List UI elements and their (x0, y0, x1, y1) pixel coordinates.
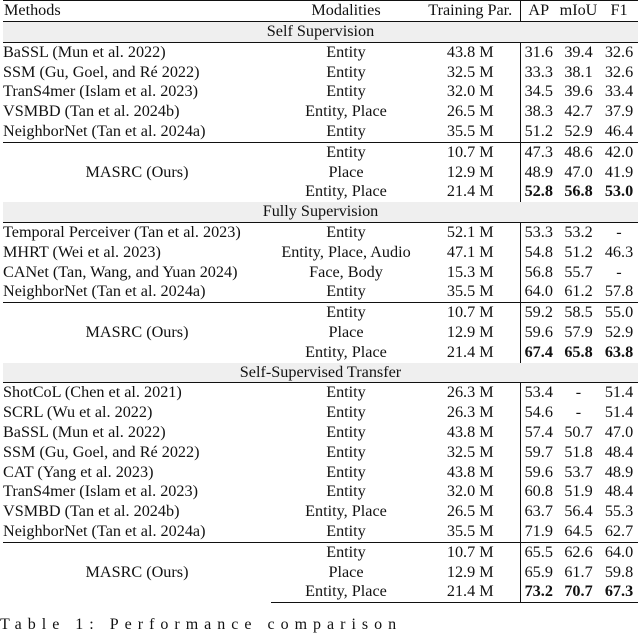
ap-cell: 59.6 (520, 323, 557, 343)
params-cell: 47.1 M (446, 242, 494, 261)
table-row (3, 282, 638, 302)
ap-cell: 64.0 (520, 282, 557, 302)
ap-cell: 59.2 (520, 303, 557, 323)
ap-cell: 60.8 (520, 482, 557, 502)
ap-cell: 65.9 (520, 563, 557, 583)
miou-cell: 62.6 (557, 542, 600, 562)
miou-cell: 53.2 (564, 222, 593, 241)
miou-cell: 64.5 (564, 521, 593, 540)
ap-cell: 67.4 (520, 343, 557, 363)
modalities-cell: Place (328, 322, 364, 341)
params-cell: 10.7 M (421, 142, 520, 162)
f1-cell: 42.0 (600, 142, 638, 162)
modalities-cell: Place (328, 562, 364, 581)
params-cell: 10.7 M (421, 542, 520, 562)
params-cell: 32.0 M (446, 82, 494, 101)
method-cell: NeighborNet (Tan et al. 2024a) (3, 521, 206, 540)
modalities-cell: Entity, Place (305, 102, 387, 121)
modalities-cell: Entity (271, 542, 421, 562)
f1-cell: 57.8 (604, 282, 634, 301)
col-header-training-params: Training Par. (421, 1, 520, 22)
params-cell: 35.5 M (446, 282, 494, 301)
modalities-cell: Entity (326, 282, 366, 301)
method-cell: VSMBD (Tan et al. 2024b) (3, 502, 180, 521)
modalities-cell: Entity (326, 403, 366, 422)
f1-cell: 46.4 (604, 121, 634, 140)
modalities-cell: Entity, Place (305, 342, 387, 361)
params-cell: 43.8 M (446, 42, 494, 61)
params-cell: 26.5 M (446, 102, 494, 121)
section-title: Fully Supervision (3, 202, 638, 222)
f1-cell: 33.4 (604, 82, 634, 101)
f1-cell: 64.0 (600, 542, 638, 562)
modalities-cell: Entity (326, 521, 366, 540)
f1-cell: - (616, 222, 622, 241)
miou-cell: 56.8 (564, 182, 593, 201)
f1-cell: 52.9 (604, 322, 634, 341)
params-cell: 43.8 M (446, 422, 494, 441)
params-cell: 10.7 M (421, 303, 520, 323)
f1-cell: 32.6 (604, 62, 634, 81)
params-cell: 32.5 M (446, 62, 494, 81)
miou-cell: 61.2 (564, 282, 593, 301)
method-cell: MHRT (Wei et al. 2023) (3, 242, 161, 261)
modalities-cell: Entity, Place (271, 582, 421, 602)
table-row (3, 82, 638, 102)
modalities-cell: Entity, Place (305, 502, 387, 521)
miou-cell: 61.7 (564, 562, 593, 581)
miou-cell: 48.6 (557, 142, 600, 162)
params-cell: 26.3 M (446, 403, 494, 422)
f1-cell: 67.3 (600, 582, 638, 602)
col-header-methods: Methods (3, 1, 271, 22)
params-cell: 12.9 M (446, 162, 494, 181)
modalities-cell: Entity (326, 442, 366, 461)
modalities-cell: Entity (326, 383, 366, 402)
f1-cell: 48.4 (604, 482, 634, 501)
f1-cell: 51.4 (604, 403, 634, 422)
col-header-f1: F1 (600, 1, 638, 22)
table-body (3, 22, 638, 603)
f1-cell: 51.4 (604, 383, 634, 402)
section-title: Self-Supervised Transfer (3, 363, 638, 383)
ap-cell: 31.6 (520, 42, 557, 62)
table-row (3, 383, 638, 403)
f1-cell: 41.9 (604, 162, 634, 181)
params-cell: 26.3 M (446, 383, 494, 402)
params-cell: 21.4 M (446, 342, 494, 361)
miou-cell: 42.7 (564, 102, 593, 121)
ap-cell: 54.8 (520, 243, 557, 263)
ap-cell: 52.8 (520, 182, 557, 202)
method-cell: SCRL (Wu et al. 2022) (3, 403, 153, 422)
table-row (3, 522, 638, 542)
ap-cell: 48.9 (520, 163, 557, 183)
f1-cell: 63.8 (604, 342, 634, 361)
params-cell: 32.5 M (446, 442, 494, 461)
f1-cell: 37.9 (604, 102, 634, 121)
miou-cell: 38.1 (564, 62, 593, 81)
miou-cell: - (575, 403, 582, 422)
miou-cell: 51.2 (564, 242, 593, 261)
params-cell: 32.0 M (446, 482, 494, 501)
miou-cell: 47.0 (564, 162, 593, 181)
modalities-cell: Entity (326, 42, 366, 61)
table-row (3, 102, 638, 122)
table-header-row (3, 1, 638, 22)
modalities-cell: Face, Body (309, 262, 383, 281)
modalities-cell: Entity (271, 142, 421, 162)
params-cell: 21.4 M (421, 582, 520, 602)
params-cell: 12.9 M (446, 562, 494, 581)
col-header-miou: mIoU (557, 1, 600, 22)
ap-cell: 56.8 (520, 263, 557, 283)
miou-cell: 51.9 (564, 482, 593, 501)
method-cell: BaSSL (Mun et al. 2022) (3, 422, 166, 441)
ours-row (3, 303, 638, 323)
modalities-cell: Entity (326, 462, 366, 481)
miou-cell: 39.6 (564, 82, 593, 101)
params-cell: 15.3 M (446, 262, 494, 281)
modalities-cell: Entity (326, 222, 366, 241)
ap-cell: 34.5 (520, 82, 557, 102)
method-cell: SSM (Gu, Goel, and Ré 2022) (3, 62, 200, 81)
ap-cell: 71.9 (520, 522, 557, 542)
table-row (3, 122, 638, 142)
f1-cell: 32.6 (604, 42, 634, 61)
miou-cell: 39.4 (564, 42, 593, 61)
method-cell: TranS4mer (Islam et al. 2023) (3, 82, 198, 101)
f1-cell: 53.0 (604, 182, 634, 201)
f1-cell: 47.0 (604, 422, 634, 441)
f1-cell: - (616, 262, 622, 281)
f1-cell: 48.9 (604, 462, 634, 481)
params-cell: 26.5 M (446, 502, 494, 521)
miou-cell: 57.9 (564, 322, 593, 341)
method-cell: VSMBD (Tan et al. 2024b) (3, 102, 180, 121)
method-cell: SSM (Gu, Goel, and Ré 2022) (3, 442, 200, 461)
f1-cell: 62.7 (604, 521, 634, 540)
section-title: Self Supervision (3, 22, 638, 43)
params-cell: 12.9 M (446, 322, 494, 341)
table-row (3, 243, 638, 263)
f1-cell: 59.8 (604, 562, 634, 581)
ap-cell: 73.2 (520, 582, 557, 602)
modalities-cell: Entity (326, 422, 366, 441)
ap-cell: 63.7 (520, 502, 557, 522)
method-cell: BaSSL (Mun et al. 2022) (3, 42, 166, 61)
table-row (3, 463, 638, 483)
section-row-transfer (3, 363, 638, 383)
method-cell: CAT (Yang et al. 2023) (3, 462, 154, 481)
miou-cell: 65.8 (564, 342, 593, 361)
miou-cell: 50.7 (564, 422, 593, 441)
f1-cell: 55.3 (604, 502, 634, 521)
table-row (3, 42, 638, 62)
modalities-cell: Entity, Place, Audio (281, 242, 411, 261)
table-row (3, 482, 638, 502)
miou-cell: 55.7 (564, 262, 593, 281)
ours-row (3, 142, 638, 162)
miou-cell: 70.7 (557, 582, 600, 602)
miou-cell: 58.5 (557, 303, 600, 323)
miou-cell: 56.4 (564, 502, 593, 521)
ap-cell: 53.4 (520, 383, 557, 403)
f1-cell: 55.0 (600, 303, 638, 323)
ap-cell: 38.3 (520, 102, 557, 122)
params-cell: 35.5 M (446, 121, 494, 140)
ap-cell: 54.6 (520, 403, 557, 423)
modalities-cell: Entity (326, 62, 366, 81)
modalities-cell: Entity (326, 82, 366, 101)
modalities-cell: Entity (326, 121, 366, 140)
miou-cell: 53.7 (564, 462, 593, 481)
f1-cell: 48.4 (604, 442, 634, 461)
table-row (3, 423, 638, 443)
ours-method-cell: MASRC (Ours) (3, 142, 271, 202)
table-row (3, 63, 638, 83)
ap-cell: 53.3 (520, 222, 557, 242)
modalities-cell: Entity, Place (305, 182, 387, 201)
method-cell: CANet (Tan, Wang, and Yuan 2024) (3, 262, 238, 281)
ours-method-cell: MASRC (Ours) (3, 542, 271, 602)
ap-cell: 65.5 (520, 542, 557, 562)
method-cell: TranS4mer (Islam et al. 2023) (3, 482, 198, 501)
f1-cell: 46.3 (604, 242, 634, 261)
method-cell: ShotCoL (Chen et al. 2021) (3, 383, 182, 402)
results-table (3, 0, 638, 603)
col-header-ap: AP (520, 1, 557, 22)
ours-method-cell: MASRC (Ours) (3, 303, 271, 363)
ap-cell: 59.6 (520, 463, 557, 483)
modalities-cell: Place (328, 162, 364, 181)
table-row (3, 263, 638, 283)
method-cell: NeighborNet (Tan et al. 2024a) (3, 282, 206, 301)
method-cell: NeighborNet (Tan et al. 2024a) (3, 121, 206, 140)
table-row (3, 403, 638, 423)
section-row-self (3, 22, 638, 43)
miou-cell: 51.8 (564, 442, 593, 461)
ap-cell: 33.3 (520, 63, 557, 83)
ap-cell: 57.4 (520, 423, 557, 443)
ours-row (3, 542, 638, 562)
modalities-cell: Entity (326, 482, 366, 501)
section-row-full (3, 202, 638, 222)
table-row (3, 222, 638, 242)
params-cell: 52.1 M (446, 222, 494, 241)
col-header-modalities: Modalities (271, 1, 421, 22)
params-cell: 43.8 M (446, 462, 494, 481)
ap-cell: 51.2 (520, 122, 557, 142)
params-cell: 21.4 M (446, 182, 494, 201)
ap-cell: 59.7 (520, 443, 557, 463)
miou-cell: - (575, 383, 582, 402)
params-cell: 35.5 M (446, 521, 494, 540)
table-row (3, 502, 638, 522)
method-cell: Temporal Perceiver (Tan et al. 2023) (3, 222, 241, 241)
ap-cell: 47.3 (520, 142, 557, 162)
modalities-cell: Entity (271, 303, 421, 323)
table-caption: Table 1: Performance comparison (0, 616, 403, 633)
miou-cell: 52.9 (564, 121, 593, 140)
table-row (3, 443, 638, 463)
